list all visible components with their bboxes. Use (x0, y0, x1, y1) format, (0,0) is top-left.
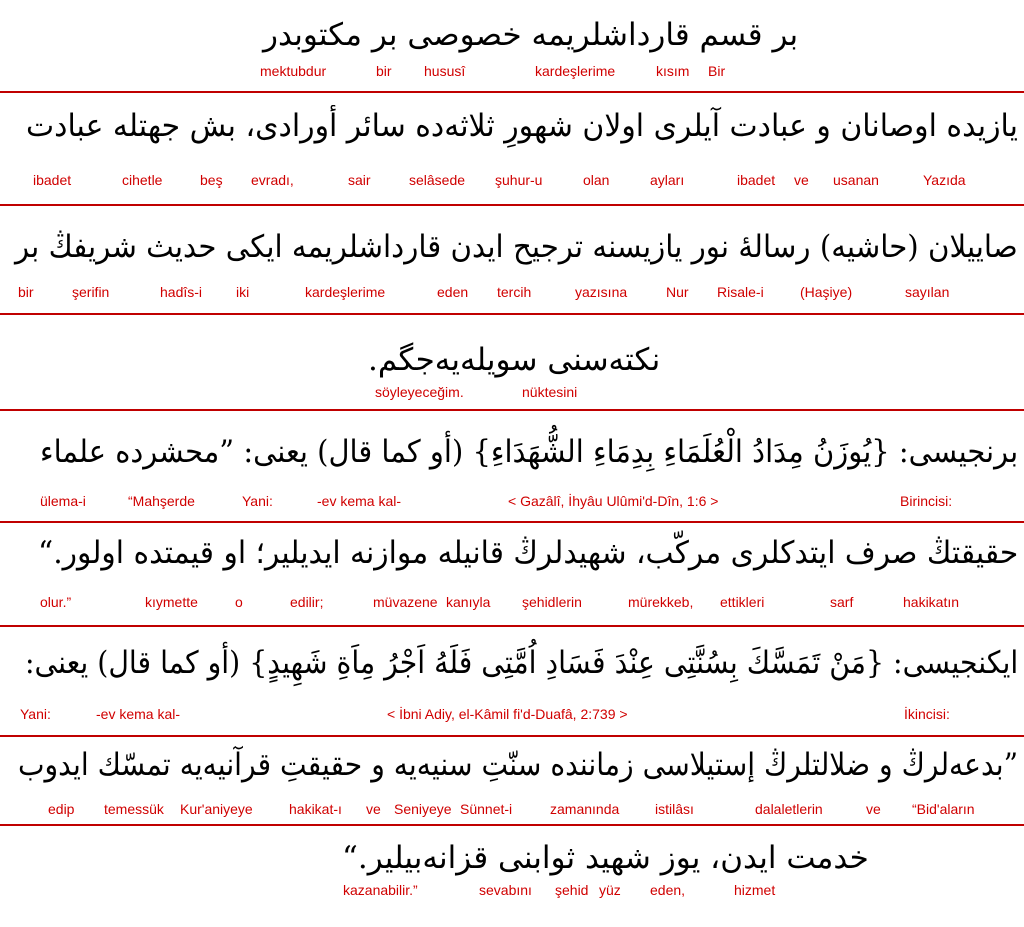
translation-word: Bir (708, 63, 726, 79)
translation-word: “Bid'aların (912, 801, 975, 817)
translation-word: -ev kema kal- (317, 493, 402, 509)
translation-word: şerifin (72, 284, 110, 300)
translation-word: hadîs-i (160, 284, 203, 300)
separator-line (0, 409, 1024, 411)
separator-line (0, 91, 1024, 93)
translation-word: mürekkeb, (628, 594, 694, 610)
translation-word: hususî (424, 63, 466, 79)
translation-word: Yani: (242, 493, 273, 509)
translation-word: ve (794, 172, 809, 188)
translation-word: “Mahşerde (128, 493, 195, 509)
translation-word: Sünnet-i (460, 801, 513, 817)
translation-word: hakikat-ı (289, 801, 342, 817)
ottoman-line: صاييلان (حاشيه) رسالۀ نور يازيسنه ترجيح ايدن قارداشلريمه ايكى حديث شريفڭ بر (15, 229, 1018, 265)
translation-word: müvazene (373, 594, 438, 610)
translation-word: beş (200, 172, 223, 188)
translation-word: tercih (497, 284, 532, 300)
translation-word: usanan (833, 172, 879, 188)
ottoman-line: نكتەسنى سويلەيەجگم. (368, 342, 661, 378)
translation-word: evradı, (251, 172, 294, 188)
translation-word: olur.” (40, 594, 72, 610)
translation-word: söyleyeceğim. (375, 384, 464, 400)
translation-word: sarf (830, 594, 854, 610)
translation-word: kıymette (145, 594, 198, 610)
translation-word: Yazıda (923, 172, 966, 188)
translation-word: hizmet (734, 882, 776, 898)
translation-word: ayları (650, 172, 685, 188)
translation-word: Risale-i (717, 284, 764, 300)
separator-line (0, 625, 1024, 627)
translation-word: yüz (599, 882, 621, 898)
separator-line (0, 521, 1024, 523)
translation-word: kardeşlerime (535, 63, 616, 79)
translation-word: kardeşlerime (305, 284, 386, 300)
translation-word: Kur'aniyeye (180, 801, 253, 817)
separator-line (0, 204, 1024, 206)
translation-word: ülema-i (40, 493, 86, 509)
translation-word: -ev kema kal- (96, 706, 181, 722)
translation-word: kısım (656, 63, 690, 79)
translation-word: şehid (555, 882, 589, 898)
translation-word: Birincisi: (900, 493, 953, 509)
translation-word: bir (376, 63, 392, 79)
translation-word: Nur (666, 284, 689, 300)
separator-line (0, 313, 1024, 315)
translation-word: dalaletlerin (755, 801, 823, 817)
translation-word: sevabını (479, 882, 532, 898)
ottoman-line: بر قسم قارداشلريمه خصوصى بر مكتوبدر (263, 17, 799, 53)
translation-word: < İbni Adiy, el-Kâmil fi'd-Duafâ, 2:739 > (387, 706, 628, 722)
ottoman-line: ايكنجيسى: {مَنْ تَمَسَّكَ بِسُنَّتِى عِنْدَ فَسَادِ اُمَّتِى فَلَهُ اَجْرُ مِاَةِ شَهِيدٍ} (أو كما قال) يعنى: (25, 645, 1019, 681)
translation-word: bir (18, 284, 34, 300)
translation-word: şuhur-u (495, 172, 543, 188)
ottoman-line: برنجيسى: {يُوزَنُ مِدَادُ الْعُلَمَاءِ بِدِمَاءِ الشُّهَدَاءِ} (أو كما قال) يعنى: ”محشرده علماء (40, 434, 1019, 470)
separator-line (0, 735, 1024, 737)
ottoman-line: حقيقتڭ صرف ايتدكلرى مركّب، شهيدلرڭ قانيله موازنه ايديلير؛ او قيمتده اولور.“ (38, 535, 1019, 571)
translation-word: ve (866, 801, 881, 817)
translation-word: ettikleri (720, 594, 765, 610)
ottoman-line: خدمت ايدن، يوز شهيد ثوابنى قزانەبيلير.“ (342, 840, 869, 876)
translation-word: ibadet (33, 172, 72, 188)
translation-word: eden, (650, 882, 686, 898)
translation-word: İkincisi: (904, 706, 950, 722)
translation-word: hakikatın (903, 594, 960, 610)
translation-word: selâsede (409, 172, 466, 188)
translation-word: < Gazâlî, İhyâu Ulûmi'd-Dîn, 1:6 > (508, 493, 719, 509)
translation-word: nüktesini (522, 384, 578, 400)
translation-word: sair (348, 172, 371, 188)
translation-word: eden (437, 284, 469, 300)
translation-word: ibadet (737, 172, 776, 188)
translation-word: (Haşiye) (800, 284, 853, 300)
translation-word: sayılan (905, 284, 950, 300)
translation-word: istilâsı (655, 801, 694, 817)
translation-word: şehidlerin (522, 594, 582, 610)
translation-word: yazısına (575, 284, 628, 300)
translation-word: o (235, 594, 243, 610)
translation-word: edip (48, 801, 75, 817)
translation-word: zamanında (550, 801, 620, 817)
translation-word: cihetle (122, 172, 163, 188)
translation-word: kazanabilir.” (343, 882, 418, 898)
translation-word: Yani: (20, 706, 51, 722)
translation-word: Seniyeye (394, 801, 452, 817)
translation-word: edilir; (290, 594, 324, 610)
separator-line (0, 824, 1024, 826)
ottoman-line: يازيده اوصانان و عبادت آيلرى اولان شهورِ ثلاثەده سائر أورادى، بش جهتله عبادت (26, 108, 1018, 144)
translation-word: kanıyla (446, 594, 491, 610)
translation-word: mektubdur (260, 63, 327, 79)
translation-word: iki (236, 284, 250, 300)
translation-word: ve (366, 801, 381, 817)
translation-word: temessük (104, 801, 164, 817)
ottoman-line: ”بدعەلرڭ و ضلالتلرڭ إستيلاسى زماننده سنّتِ سنيەيه و حقيقتِ قرآنيەيه تمسّك ايدوب (18, 747, 1019, 783)
translation-word: olan (583, 172, 610, 188)
